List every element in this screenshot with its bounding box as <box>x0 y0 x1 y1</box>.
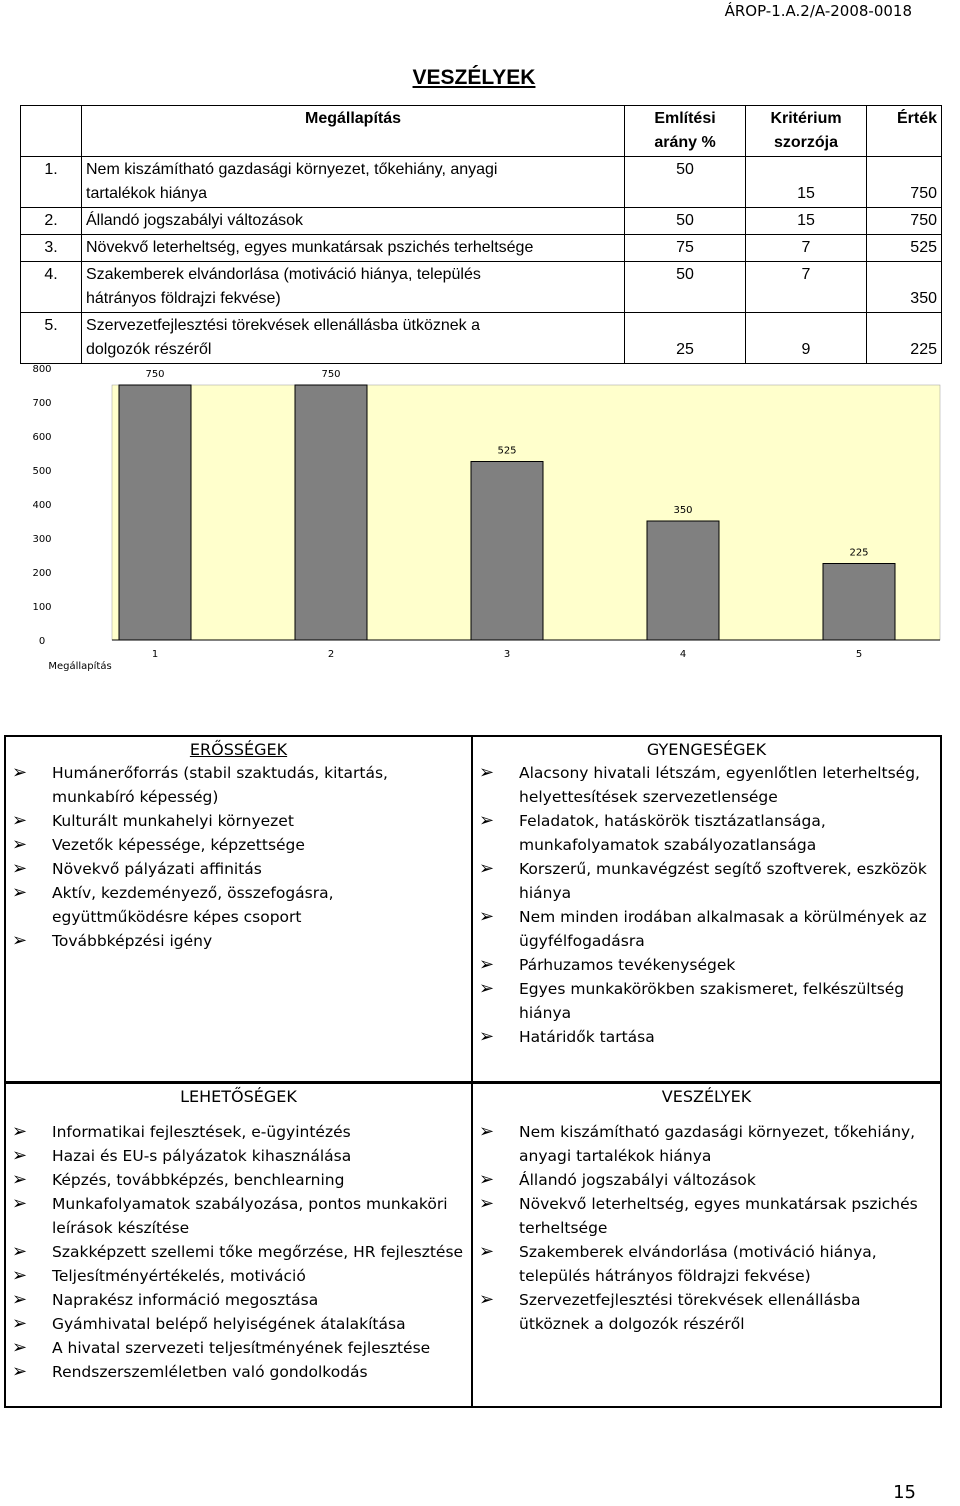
table-row <box>21 157 942 208</box>
list-item: ➢ Rendszerszemléletben való gondolkodás <box>10 1360 465 1384</box>
list-item: ➢ Nem kiszámítható gazdasági környezet, tőkehiány, anyagi tartalékok hiánya <box>477 1120 934 1168</box>
swot-strengths-weaknesses <box>4 735 942 1083</box>
row-factor: 7 <box>746 235 867 262</box>
row-value: 225 <box>867 313 942 364</box>
swot-opportunities-threats <box>4 1082 942 1408</box>
row-num: 2. <box>21 208 82 235</box>
header-mention-rate-line2: arány % <box>654 134 716 151</box>
list-item: ➢ A hivatal szervezeti teljesítményének fejlesztése <box>10 1336 465 1360</box>
y-tick-label: 800 <box>32 364 52 375</box>
row-text-line: Szakemberek elvándorlása (motiváció hiánya, település <box>86 266 481 283</box>
row-text <box>82 157 625 208</box>
row-rate: 25 <box>625 313 746 364</box>
page-title: VESZÉLYEK <box>412 66 536 89</box>
header-finding: Megállapítás <box>82 106 625 157</box>
list-item: ➢ Párhuzamos tevékenységek <box>477 953 934 977</box>
row-factor: 9 <box>746 313 867 364</box>
row-text <box>82 235 625 262</box>
list-item: ➢ Növekvő leterheltség, egyes munkatársak pszichés terheltsége <box>477 1192 934 1240</box>
row-text-line: Szervezetfejlesztési törekvések ellenállásba ütköznek a <box>86 317 480 334</box>
bar <box>647 521 719 640</box>
data-label: 350 <box>673 505 693 516</box>
list-item: ➢ Humánerőforrás (stabil szaktudás, kitartás, munkabíró képesség) <box>10 761 465 809</box>
row-text-line: Nem kiszámítható gazdasági környezet, tőkehiány, anyagi <box>86 161 498 178</box>
list-item: ➢ Korszerű, munkavégzést segítő szoftverek, eszközök hiánya <box>477 857 934 905</box>
list-item: ➢ Hazai és EU-s pályázatok kihasználása <box>10 1144 465 1168</box>
list-item: ➢ Naprakész információ megosztása <box>10 1288 465 1312</box>
x-tick-label: 5 <box>855 649 863 660</box>
x-tick-label: 2 <box>327 649 335 660</box>
y-tick-label: 200 <box>32 568 52 579</box>
row-num: 1. <box>21 157 82 208</box>
list-item: ➢ Növekvő pályázati affinitás <box>10 857 465 881</box>
data-label: 225 <box>849 547 869 559</box>
header-criterion-line2: szorzója <box>773 134 838 151</box>
row-value: 525 <box>867 235 942 262</box>
y-tick-label: 300 <box>32 534 52 545</box>
weaknesses-title: GYENGESÉGEK <box>646 740 767 759</box>
threats-title: VESZÉLYEK <box>661 1087 752 1106</box>
header-mention-rate <box>625 106 746 157</box>
bar <box>119 385 191 640</box>
list-item: ➢ Szakemberek elvándorlása (motiváció hiánya, település hátrányos földrajzi fekvése) <box>477 1240 934 1288</box>
list-item: ➢ Alacsony hivatali létszám, egyenlőtlen leterheltség, helyettesítések szervezetlensége <box>477 761 934 809</box>
list-item: ➢ Továbbképzési igény <box>10 929 465 953</box>
table-row <box>21 208 942 235</box>
list-item: ➢ Munkafolyamatok szabályozása, pontos munkaköri leírások készítése <box>10 1192 465 1240</box>
list-item: ➢ Képzés, továbbképzés, benchlearning <box>10 1168 465 1192</box>
bar-chart-svg <box>0 355 948 685</box>
list-item: ➢ Nem minden irodában alkalmasak a körülmények az ügyfélfogadásra <box>477 905 934 953</box>
bar-chart <box>0 355 948 685</box>
weaknesses-column <box>473 737 940 1081</box>
row-rate: 75 <box>625 235 746 262</box>
list-item: ➢ Határidők tartása <box>477 1025 934 1049</box>
row-text <box>82 262 625 313</box>
strengths-title: ERŐSSÉGEK <box>189 740 288 759</box>
list-item: ➢ Teljesítményértékelés, motiváció <box>10 1264 465 1288</box>
header-criterion <box>746 106 867 157</box>
row-factor: 15 <box>746 208 867 235</box>
row-value: 750 <box>867 157 942 208</box>
bar <box>295 385 367 640</box>
document-code: ÁROP-1.A.2/A-2008-0018 <box>724 2 912 20</box>
row-rate: 50 <box>625 157 746 208</box>
table-row <box>21 262 942 313</box>
row-text-line: dolgozók részéről <box>86 341 212 358</box>
bar <box>823 564 895 641</box>
opportunities-list <box>6 1120 471 1388</box>
y-tick-label: 100 <box>32 602 52 613</box>
opportunities-title: LEHETŐSÉGEK <box>180 1087 297 1106</box>
y-tick-label: 400 <box>32 500 52 511</box>
list-item: ➢ Gyámhivatal belépő helyiségének átalakítása <box>10 1312 465 1336</box>
x-tick-label: 4 <box>679 649 687 660</box>
strengths-column <box>6 737 473 1081</box>
row-num: 5. <box>21 313 82 364</box>
row-value: 750 <box>867 208 942 235</box>
data-label: 525 <box>497 445 517 457</box>
x-axis-label: Megállapítás <box>48 661 112 672</box>
table-row <box>21 235 942 262</box>
header-num <box>21 106 82 157</box>
list-item: ➢ Informatikai fejlesztések, e-ügyintézés <box>10 1120 465 1144</box>
bar <box>471 462 543 641</box>
row-factor: 15 <box>746 157 867 208</box>
y-tick-label: 500 <box>32 466 52 477</box>
x-tick-label: 3 <box>503 649 511 660</box>
y-tick-label: 0 <box>38 636 46 647</box>
row-text-line: Állandó jogszabályi változások <box>86 212 304 229</box>
list-item: ➢ Állandó jogszabályi változások <box>477 1168 934 1192</box>
list-item: ➢ Szakképzett szellemi tőke megőrzése, HR fejlesztése <box>10 1240 465 1264</box>
threats-column <box>473 1084 940 1406</box>
row-num: 4. <box>21 262 82 313</box>
row-text-line: tartalékok hiánya <box>86 185 207 202</box>
risk-table <box>20 105 942 364</box>
list-item: ➢ Szervezetfejlesztési törekvések ellenállásba ütköznek a dolgozók részéről <box>477 1288 934 1336</box>
list-item: ➢ Feladatok, hatáskörök tisztázatlansága, munkafolyamatok szabályozatlansága <box>477 809 934 857</box>
data-label: 750 <box>321 369 341 380</box>
strengths-list <box>6 761 471 957</box>
risk-table-header-row <box>21 106 942 157</box>
opportunities-column <box>6 1084 473 1406</box>
row-factor: 7 <box>746 262 867 313</box>
header-mention-rate-line1: Említési <box>654 110 716 127</box>
header-value: Érték <box>867 106 942 157</box>
y-tick-label: 600 <box>32 432 52 443</box>
list-item: ➢ Egyes munkakörökben szakismeret, felkészültség hiánya <box>477 977 934 1025</box>
row-rate: 50 <box>625 262 746 313</box>
list-item: ➢ Vezetők képessége, képzettsége <box>10 833 465 857</box>
y-tick-label: 700 <box>32 398 52 409</box>
row-value: 350 <box>867 262 942 313</box>
row-text-line: hátrányos földrajzi fekvése) <box>86 290 281 307</box>
row-num: 3. <box>21 235 82 262</box>
weaknesses-list <box>473 761 940 1053</box>
list-item: ➢ Kulturált munkahelyi környezet <box>10 809 465 833</box>
threats-list <box>473 1120 940 1340</box>
header-criterion-line1: Kritérium <box>770 110 842 127</box>
row-text-line: Növekvő leterheltség, egyes munkatársak pszichés terheltsége <box>86 239 534 256</box>
data-label: 750 <box>145 369 165 380</box>
row-text <box>82 208 625 235</box>
row-rate: 50 <box>625 208 746 235</box>
page-number: 15 <box>893 1482 916 1503</box>
list-item: ➢ Aktív, kezdeményező, összefogásra, együttműködésre képes csoport <box>10 881 465 929</box>
x-tick-label: 1 <box>151 649 159 660</box>
